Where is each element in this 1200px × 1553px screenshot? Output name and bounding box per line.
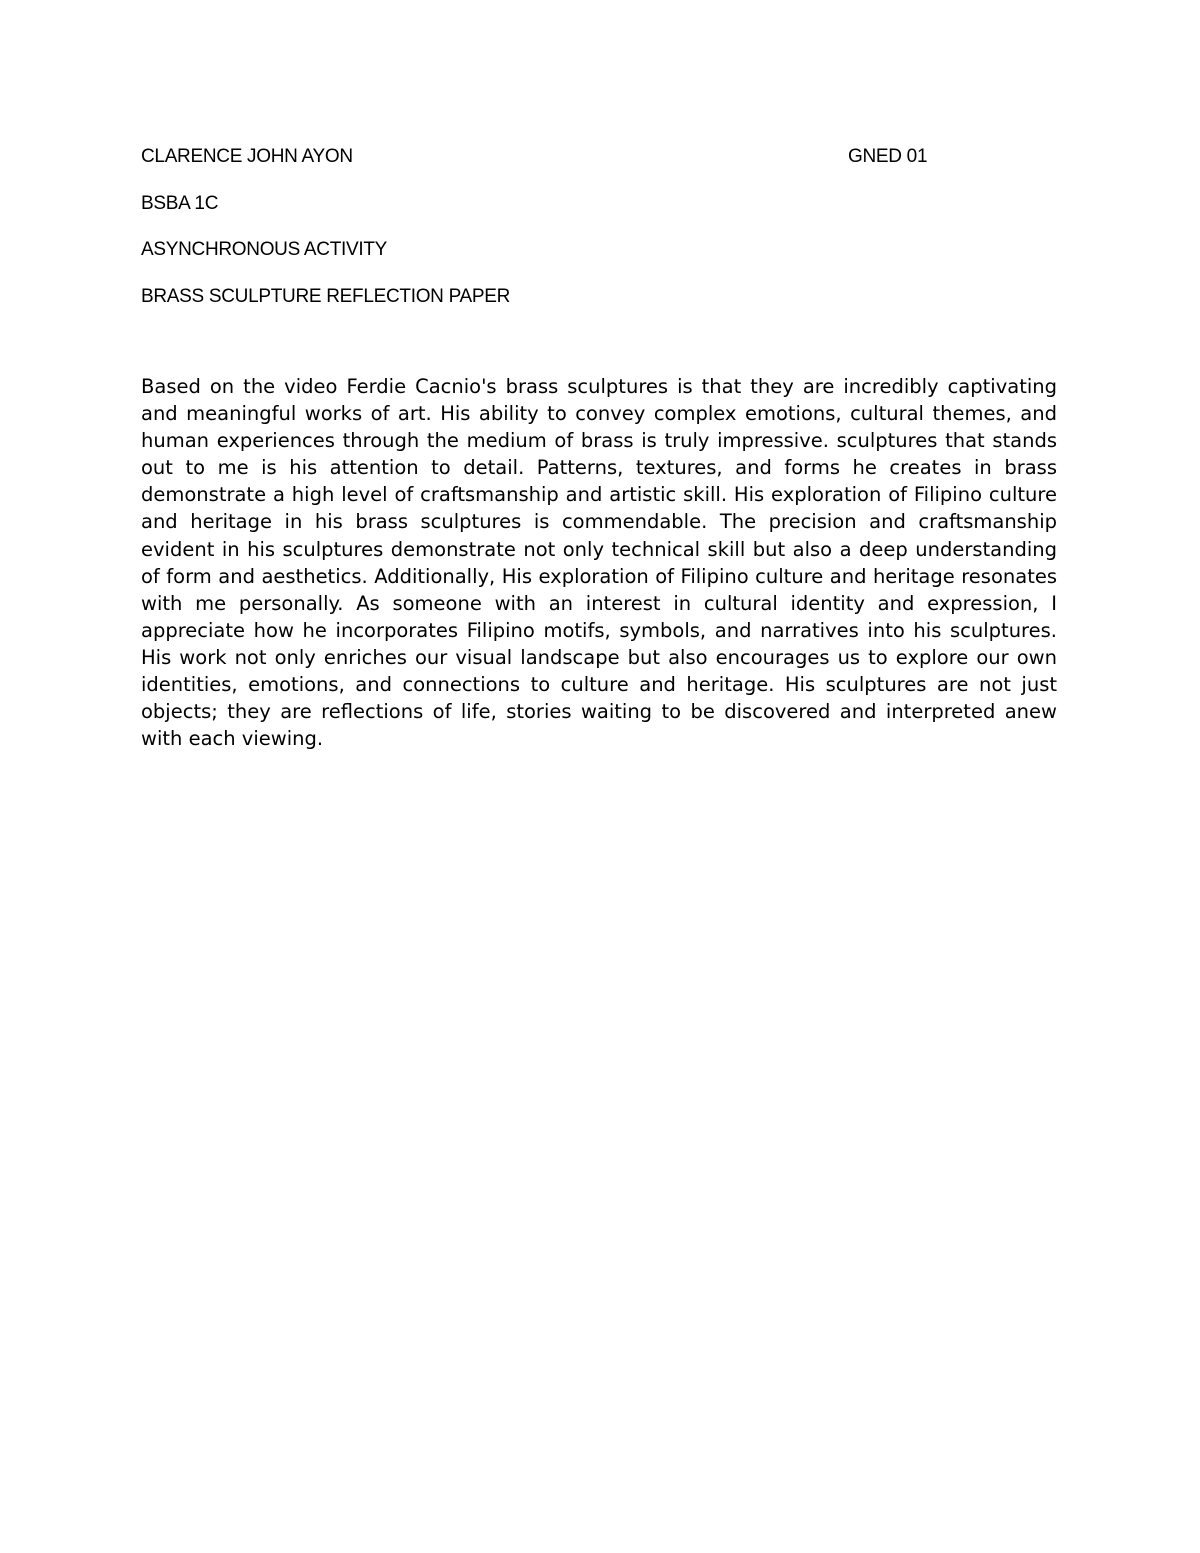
course-code: GNED 01 bbox=[848, 146, 928, 167]
reflection-paragraph: Based on the video Ferdie Cacnio's brass sculptures is that they are incredibly captivating and meaningful works of art. His ability to convey complex emotions, cultural themes, and human experiences through the medium of brass is truly impressive. sculptures that stands out to me is his attention to detail. Patterns, textures, and forms he creates in brass demonstrate a high level of craftsmanship and artistic skill. His exploration of Filipino culture and heritage in his brass sculptures is commendable. The precision and craftsmanship evident in his sculptures demonstrate not only technical skill but also a deep understanding of form and aesthetics. Additionally, His exploration of Filipino culture and heritage resonates with me personally. As someone with an interest in cultural identity and expression, I appreciate how he incorporates Filipino motifs, symbols, and narratives into his sculptures. His work not only enriches our visual landscape but also encourages us to explore our own identities, emotions, and connections to culture and heritage. His sculptures are not just objects; they are reflections of life, stories waiting to be discovered and interpreted anew with each viewing. bbox=[141, 375, 1057, 751]
section-label: BSBA 1C bbox=[141, 193, 219, 214]
paper-title: BRASS SCULPTURE REFLECTION PAPER bbox=[141, 286, 511, 307]
student-name: CLARENCE JOHN AYON bbox=[141, 146, 353, 167]
activity-label: ASYNCHRONOUS ACTIVITY bbox=[141, 239, 388, 260]
